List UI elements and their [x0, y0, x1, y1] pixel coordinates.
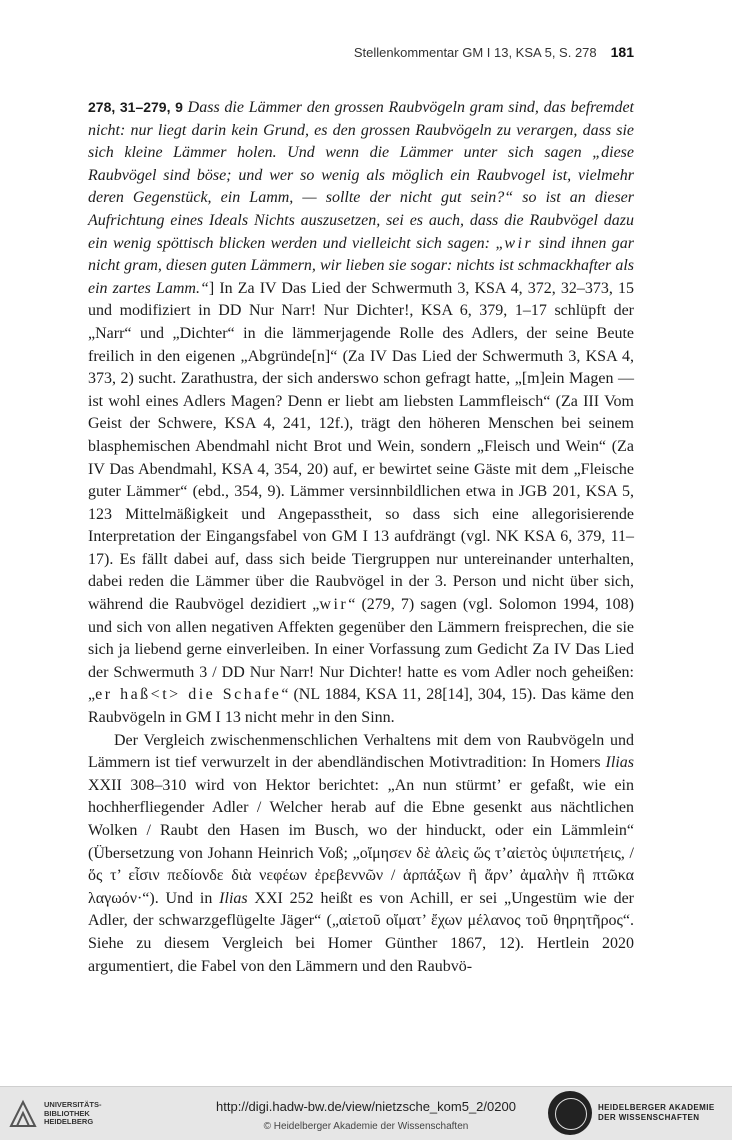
lemma-quote-part-2: sind ihnen gar nicht gram, diesen guten Lämmern, wir lieben sie sogar: nichts ist schmackhafter als ein zartes Lamm.“ [88, 234, 634, 297]
commentary-text-part-2: “ (279, 7) sagen (vgl. Solomon 1994, 108) und sich von allen negativen Affekten gegenüber den Lämmern freisprechen, die sie sich ja liebend gerne einverleiben. In einer Vorfassung zum Gedicht Za IV Das Lied der Schwermuth 3 / DD Nur Narr! Nur Dichter! hatte es vom Adler noch geheißen: „ [88, 596, 635, 704]
logo-line-3: HEIDELBERG [44, 1117, 94, 1126]
commentary-body [88, 96, 634, 978]
commentary-text-part-3: “ (NL 1884, KSA 11, 28[14], 304, 15). Das käme den Raubvögeln in GM I 13 nicht mehr in den Sinn. [88, 686, 635, 727]
footer-bar [0, 1086, 732, 1140]
academy-logo [548, 1091, 718, 1135]
academy-seal-icon [548, 1091, 592, 1135]
copyright-notice: © Heidelberger Akademie der Wissenschaften [263, 1121, 469, 1132]
lemma-quote-part-1: Dass die Lämmer den grossen Raubvögeln gram sind, das befremdet nicht: nur liegt darin kein Grund, es den grossen Raubvögeln zu verargen, dass sie sich kleine Lämmer holen. Und wenn die Lämmer unter sich sagen „diese Raubvögel sind böse; und wer so wenig als möglich ein Raubvogel ist, vielmehr deren Gegenstück, ein Lamm, — sollte der nicht gut sein?“ so ist an dieser Aufrichtung eines Ideals Nichts auszusetzen, sei es auch, dass die Raubvögel dazu ein wenig spöttisch blicken werden und vielleicht sich sagen: „ [88, 99, 634, 252]
commentary-entry [88, 96, 634, 730]
spaced-quote-schafe: er haß<t> die Schafe [95, 686, 282, 704]
spaced-word-wir-2: wir [319, 596, 349, 614]
spaced-word-wir: wir [504, 234, 534, 252]
logo-line-1: UNIVERSITÄTS- [44, 1100, 102, 1109]
commentary-text-part-1: ] In Za IV Das Lied der Schwermuth 3, KSA 4, 372, 32–373, 15 und modifiziert in DD Nur Narr! Nur Dichter!, KSA 6, 379, 1–17 schlüpft der „Narr“ und „Dichter“ in die lämmerjagende Rolle des Adlers, der seine Beute freilich in den eigenen „Abgründe[n]“ (Za IV Das Lied der Schwermuth 3, KSA 4, 373, 2) sucht. Zarathustra, der sich anderswo schon gefragt hatte, „[m]ein Magen — ist wohl eines Adlers Magen? Denn er liebt am liebsten Lammfleisch“ (Za III Vom Geist der Schwere, KSA 4, 241, 12f.), trägt den höheren Menschen bei seinem blasphemischen Abendmahl nicht Brot und Wein, sondern „Fleisch und Wein“ (Za IV Das Abendmahl, KSA 4, 354, 20) auf, er bewirtet seine Gäste mit dem „Fleische guter Lämmer“ (ebd., 354, 9). Lämmer versinnbildlichen etwa in JGB 201, KSA 5, 123 Mittelmäßigkeit und Angepasstheit, so dass sich eine allegorisierende Interpretation der Eingangsfabel von GM I 13 aufdrängt (vgl. NK KSA 6, 379, 11–17). Es fällt dabei auf, dass sich beide Tiergruppen nur untereinander unterhalten, dabei reden die Lämmer über die Raubvögel in der 3. Person und nicht über sich, während die Raubvögel dezidiert „ [88, 279, 634, 614]
paragraph-2-text-1: Der Vergleich zwischenmenschlichen Verhaltens mit dem von Raubvögeln und Lämmern ist tief verwurzelt in der abendländischen Motivtradition: In Homers [88, 731, 634, 772]
lemma-reference: 278, 31–279, 9 [88, 99, 183, 115]
paragraph-2-text-2: XXII 308–310 wird von Hektor berichtet: „An nun stürmt’ er gefaßt, wie ein hochherfliegender Adler / Welcher herab auf die Ebne gesenkt aus nächtlichen Wolken / Raubt den Hasen im Busch, wo der hinduckt, oder ein Lämmlein“ (Übersetzung von Johann Heinrich Voß; „οἴμησεν δὲ ἀλεὶς ὥς τ’αἰετὸς ὑψιπετήεις, / ὅς τ’ εἶσιν πεδίονδε διὰ νεφέων ἐρεβεννῶν / ἁρπάξων ἢ ἄρν’ ἀμαλὴν ἢ πτῶκα λαγωόν·“). Und in [88, 776, 634, 907]
permalink-url[interactable]: http://digi.hadw-bw.de/view/nietzsche_kom5_2/0200 [216, 1099, 516, 1114]
logo-line-2: BIBLIOTHEK [44, 1108, 90, 1118]
commentary-paragraph-2 [88, 730, 634, 979]
ilias-title-1: Ilias [605, 754, 634, 772]
ilias-title-2: Ilias [219, 889, 248, 907]
page-number: 181 [610, 44, 634, 60]
paragraph-2-text-3: XXI 252 heißt es von Achill, er sei „Ungestüm wie der Adler, der schwarzgeflügelte Jäger“ („αἰετοῦ οἴματ’ ἔχων μέλανος τοῦ θηρητῆρος“. Siehe zu diesem Vergleich bei Homer Günther 1867, 12). Hertlein 2020 argumentiert, die Fabel von den Lämmern und den Raubvö- [88, 889, 635, 975]
running-header [88, 44, 634, 60]
academy-line-2: DER WISSENSCHAFTEN [598, 1113, 700, 1122]
running-title: Stellenkommentar GM I 13, KSA 5, S. 278 [353, 45, 597, 60]
academy-line-1: HEIDELBERGER AKADEMIE [598, 1103, 715, 1112]
